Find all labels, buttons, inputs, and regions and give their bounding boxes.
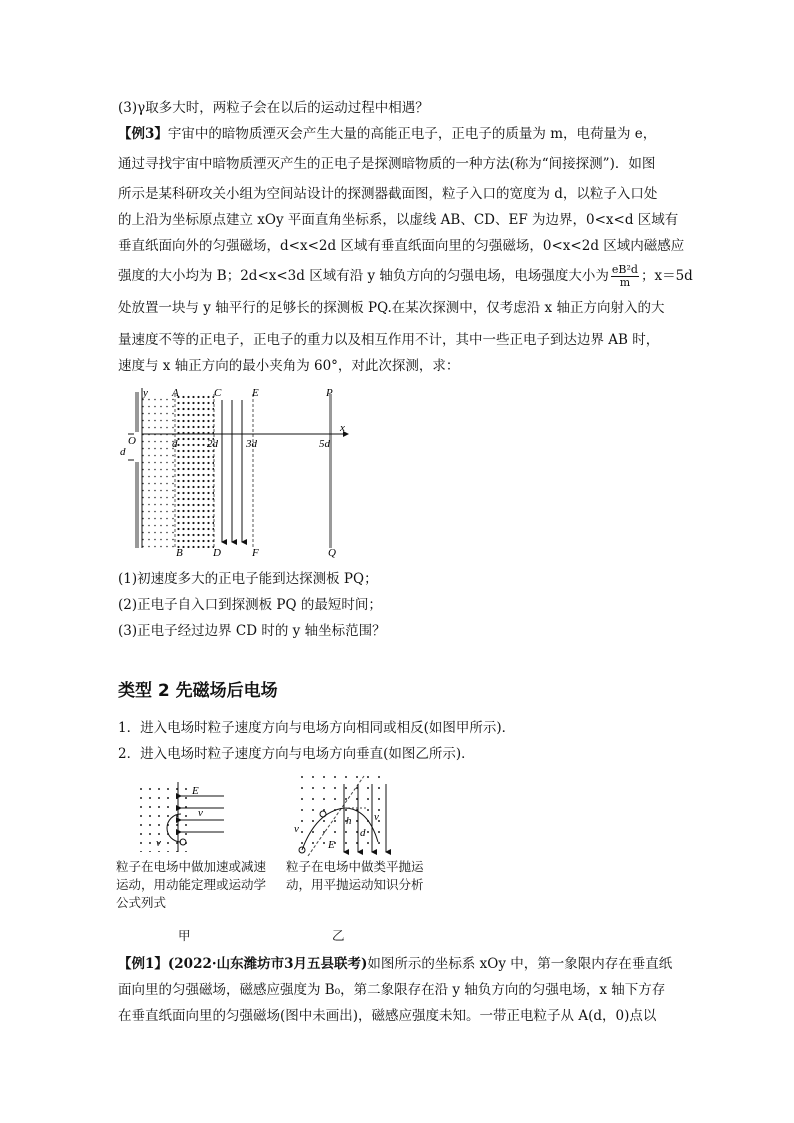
entrance-width-label: d xyxy=(120,446,126,458)
example3-line-2: 通过寻找宇宙中暗物质湮灭产生的正电子是探测暗物质的一种方法(称为“间接探测”)．如图 xyxy=(118,156,656,172)
example3-label: 【例3】 xyxy=(118,126,168,142)
yi-h-label: h xyxy=(346,815,352,827)
example1-line-1 xyxy=(118,954,678,974)
jia-E-label: E xyxy=(192,785,199,797)
figure-yi-caption: 粒子在电场中做类平抛运动，用平抛运动知识分析 xyxy=(286,859,424,892)
tick-d: d xyxy=(172,438,178,450)
example1-line-2: 面向里的匀强磁场，磁感应强度为 B₀，第二象限存在沿 y 轴负方向的匀强电场，x 轴下方存 xyxy=(118,982,666,998)
section-item-2: 2．进入电场时粒子速度方向与电场方向垂直(如图乙所示)． xyxy=(118,746,475,762)
figure-jia-label: 甲 xyxy=(178,928,191,943)
label-B: B xyxy=(176,547,183,558)
example1-line-3: 在垂直纸面向里的匀强磁场(图中未画出)，磁感应强度未知。一带正电粒子从 A(d，0)点以 xyxy=(118,1008,657,1024)
tick-3d: 3d xyxy=(246,438,257,450)
label-E: E xyxy=(252,387,259,399)
region-out-of-page xyxy=(141,394,174,548)
example3-line-6 xyxy=(118,262,693,290)
example1-label: 【例1】 xyxy=(118,956,168,972)
jia-v-top-label: v xyxy=(198,807,203,819)
fraction-denominator: m xyxy=(619,276,631,289)
question-3: (3)正电子经过边界 CD 时的 y 轴坐标范围？ xyxy=(118,623,386,639)
jia-v-bottom-label: v xyxy=(156,837,161,849)
example3-line-7: 处放置一块与 y 轴平行的足够长的探测板 PQ.在某次探测中，仅考虑沿 x 轴正方向射入的大 xyxy=(118,300,665,316)
detector-figure xyxy=(116,382,356,558)
detector-plate-PQ xyxy=(329,394,332,548)
x-label: x xyxy=(340,422,345,434)
example1-text-1: 如图所示的坐标系 xOy 中，第一象限内存在垂直纸 xyxy=(367,956,673,972)
intro-question: (3)γ取多大时，两粒子会在以后的运动过程中相遇？ xyxy=(118,100,429,116)
label-P: P xyxy=(326,387,333,399)
field-strength-fraction xyxy=(611,264,639,289)
example3-text-1: 宇宙中的暗物质湮灭会产生大量的高能正电子，正电子的质量为 m，电荷量为 e， xyxy=(167,126,657,142)
yi-d-label: d xyxy=(360,827,366,839)
section-item-1: 1．进入电场时粒子速度方向与电场方向相同或相反(如图甲所示)． xyxy=(118,720,516,736)
label-A: A xyxy=(172,387,179,399)
figure-jia-caption: 粒子在电场中做加速或减速运动，用动能定理或运动学公式列式 xyxy=(116,859,267,910)
example3-line-1 xyxy=(118,124,678,144)
example3-line-9: 速度与 x 轴正方向的最小夹角为 60°，对此次探测，求： xyxy=(118,358,460,374)
example3-line-4: 的上沿为坐标原点建立 xOy 平面直角坐标系，以虚线 AB、CD、EF 为边界，0<x<d 区域有 xyxy=(118,212,679,228)
example1-source: (2022·山东潍坊市3月五县联考) xyxy=(167,956,368,972)
figure-yi xyxy=(286,772,398,858)
example3-line6-pre: 强度的大小均为 B；2d<x<3d 区域有沿 y 轴负方向的匀强电场，电场强度大小为 xyxy=(118,268,609,284)
example3-line-3: 所示是某科研攻关小组为空间站设计的探测器截面图，粒子入口的宽度为 d，以粒子入口处 xyxy=(118,186,658,202)
yi-E-label: E xyxy=(328,839,335,851)
question-2: (2)正电子自入口到探测板 PQ 的最短时间； xyxy=(118,597,382,613)
wall-lower xyxy=(135,462,139,548)
tick-5d: 5d xyxy=(319,438,330,450)
y-label: y xyxy=(143,387,148,399)
fraction-numerator: eB²d xyxy=(611,263,638,276)
magnetic-dots xyxy=(136,784,190,852)
label-D: D xyxy=(213,547,221,558)
example3-line6-post: ；x＝5d xyxy=(640,268,693,284)
label-F: F xyxy=(252,547,259,558)
example3-line-5: 垂直纸面向外的匀强磁场，d<x<2d 区域有垂直纸面向里的匀强磁场，0<x<2d 区域内磁感应 xyxy=(118,238,685,254)
example3-line-8: 量速度不等的正电子，正电子的重力以及相互作用不计，其中一些正电子到达边界 AB 时， xyxy=(118,332,660,348)
wall-upper xyxy=(135,392,139,432)
origin-label: O xyxy=(128,435,136,447)
figure-yi-label: 乙 xyxy=(332,928,345,943)
label-C: C xyxy=(214,387,222,399)
yi-v-left-label: v xyxy=(294,823,299,835)
question-1: (1)初速度多大的正电子能到达探测板 PQ； xyxy=(118,571,378,587)
figure-jia xyxy=(128,776,240,856)
section-heading: 类型 2 先磁场后电场 xyxy=(118,681,278,701)
tick-2d: 2d xyxy=(207,438,218,450)
yi-v-right-label: v xyxy=(374,811,379,823)
region-into-page xyxy=(176,394,214,548)
label-Q: Q xyxy=(328,547,336,558)
